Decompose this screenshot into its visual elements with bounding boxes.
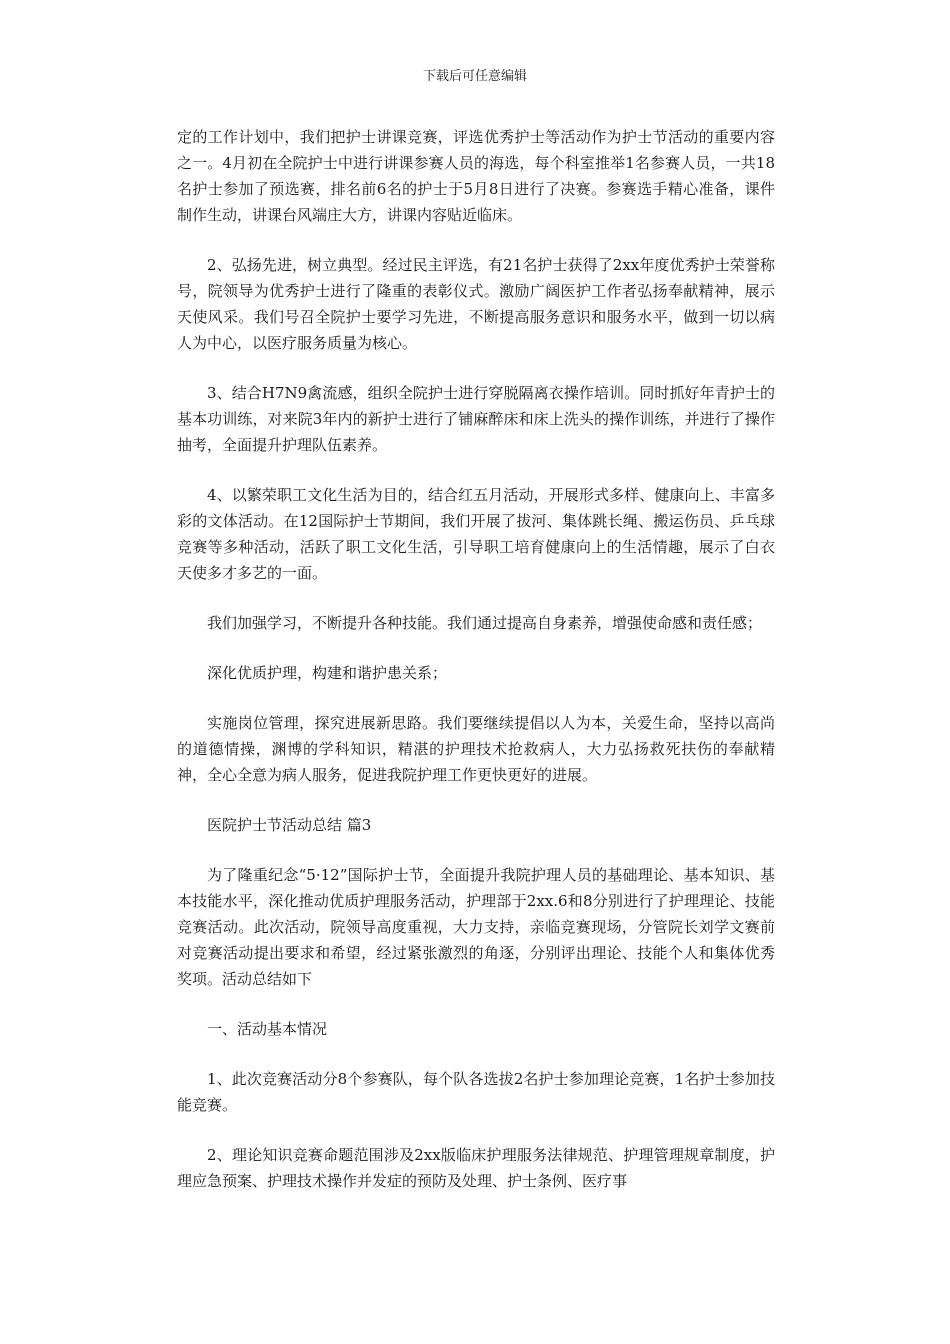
paragraph-quality-care: 深化优质护理，构建和谐护患关系； [207,664,448,682]
paragraph-item-4: 4、以繁荣职工文化生活为目的，结合红五月活动，开展形式多样、健康向上、丰富多彩的文体活动。在12国际护士节期间，我们开展了拔河、集体跳长绳、搬运伤员、乒乓球竞赛等多种活动，活跃了职工文化生活，引导职工培育健康向上的生活情趣，展示了白衣天使多才多艺的一面。 [177,486,775,582]
document-body [177,124,775,1218]
paragraph-item-2: 2、弘扬先进，树立典型。经过民主评选，有21名护士获得了2xx年度优秀护士荣誉称号，院领导为优秀护士进行了隆重的表彰仪式。激励广阔医护工作者弘扬奉献精神，展示天使风采。我们号召全院护士要学习先进，不断提高服务意识和服务水平，做到一切以病人为中心，以医疗服务质量为核心。 [177,256,775,352]
section-title-part-3: 医院护士节活动总结 篇3 [207,816,372,834]
paragraph-post-management: 实施岗位管理，探究进展新思路。我们要继续提倡以人为本，关爱生命，坚持以高尚的道德情操，渊博的学科知识，精湛的护理技术抢救病人，大力弘扬救死扶伤的奉献精神，全心全意为病人服务，促进我院护理工作更快更好的进展。 [177,714,775,784]
paragraph-continued: 定的工作计划中，我们把护士讲课竞赛，评选优秀护士等活动作为护士节活动的重要内容之一。4月初在全院护士中进行讲课参赛人员的海选，每个科室推举1名参赛人员，一共18名护士参加了预选赛，排名前6名的护士于5月8日进行了决赛。参赛选手精心准备，课件制作生动，讲课台风端庄大方，讲课内容贴近临床。 [177,128,775,224]
paragraph-intro: 为了隆重纪念“5·12”国际护士节，全面提升我院护理人员的基础理论、基本知识、基本技能水平，深化推动优质护理服务活动，护理部于2xx.6和8分别进行了护理理论、技能竞赛活动。此次活动，院领导高度重视，大力支持，亲临竞赛现场，分管院长刘学文赛前对竞赛活动提出要求和希望，经过紧张激烈的角逐，分别评出理论、技能个人和集体优秀奖项。活动总结如下 [177,866,775,988]
paragraph-theory-scope: 2、理论知识竞赛命题范围涉及2xx版临床护理服务法律规范、护理管理规章制度，护理应急预案、护理技术操作并发症的预防及处理、护士条例、医疗事 [177,1146,775,1190]
paragraph-competition-teams: 1、此次竞赛活动分8个参赛队，每个队各选拔2名护士参加理论竞赛，1名护士参加技能竞赛。 [177,1070,775,1114]
heading-basic-situation: 一、活动基本情况 [207,1020,328,1038]
page-header-note: 下载后可任意编辑 [422,69,527,84]
paragraph-item-3: 3、结合H7N9禽流感，组织全院护士进行穿脱隔离衣操作培训。同时抓好年青护士的基本功训练，对来院3年内的新护士进行了铺麻醉床和床上洗头的操作训练，并进行了操作抽考，全面提升护理队伍素养。 [177,384,775,454]
paragraph-learning: 我们加强学习，不断提升各种技能。我们通过提高自身素养，增强使命感和责任感； [207,614,763,632]
